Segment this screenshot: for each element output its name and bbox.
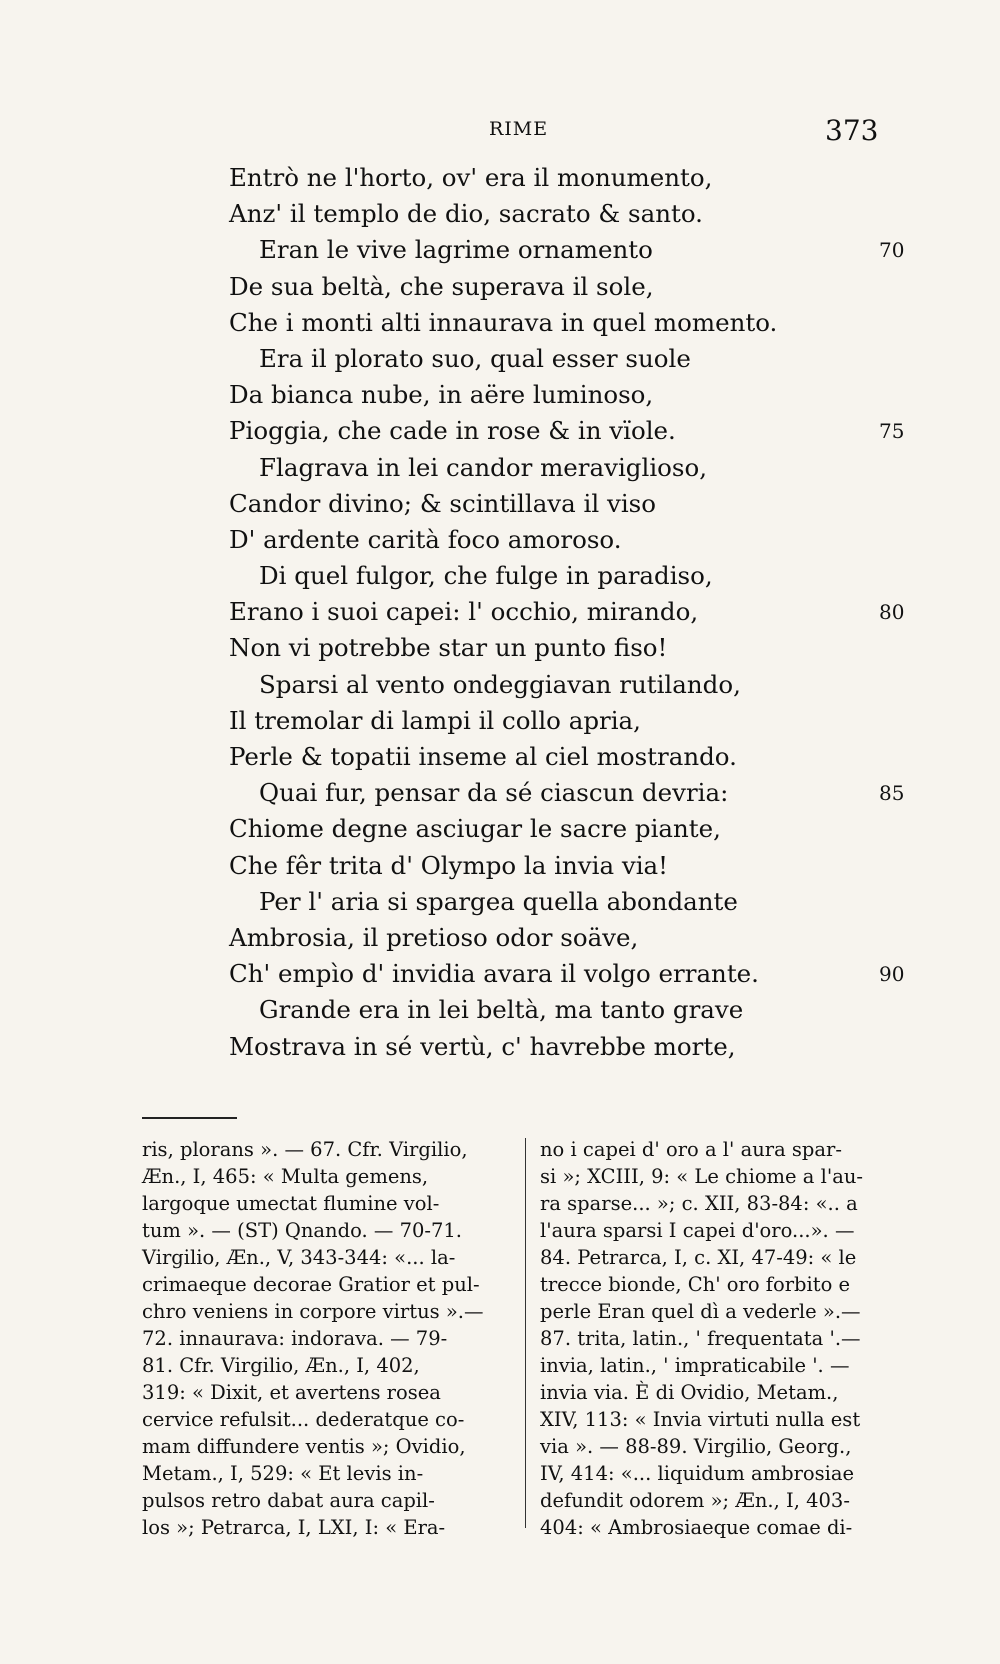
verse-text: Flagrava in lei candor meraviglioso, <box>259 452 708 482</box>
footnote-line: los »; Petrarca, I, LXI, I: « Era- <box>142 1516 446 1539</box>
verse-line <box>229 992 789 1028</box>
footnotes-right-column <box>540 1136 918 1541</box>
verse-line <box>229 269 789 305</box>
footnote-line: 81. Cfr. Virgilio, Æn., I, 402, <box>142 1354 420 1377</box>
footnote-rule <box>142 1117 237 1119</box>
running-head <box>0 114 1000 148</box>
verse-text: Il tremolar di lampi il collo apria, <box>229 705 641 735</box>
verse-text: De sua beltà, che superava il sole, <box>229 271 654 301</box>
footnote-line: via ». — 88-89. Virgilio, Georg., <box>540 1435 852 1458</box>
verse-text: Non vi potrebbe star un punto fiso! <box>229 633 668 663</box>
footnote-line: mam diffundere ventis »; Ovidio, <box>142 1435 466 1458</box>
verse-text: Eran le vive lagrime ornamento <box>259 235 653 265</box>
line-number: 70 <box>879 238 905 263</box>
footnote-line: Æn., I, 465: « Multa gemens, <box>142 1165 429 1188</box>
verse-text: Che i monti alti innaurava in quel momento. <box>229 307 778 337</box>
verse-line <box>229 920 789 956</box>
verse-line <box>229 1029 789 1065</box>
footnote-line: si »; XCIII, 9: « Le chiome a l'au- <box>540 1165 863 1188</box>
verse-text: Sparsi al vento ondeggiavan rutilando, <box>259 669 741 699</box>
verse-line <box>229 848 789 884</box>
line-number: 90 <box>879 962 905 987</box>
verse-text: Per l' aria si spargea quella abondante <box>259 886 738 916</box>
verse-line <box>229 884 789 920</box>
verse-text: Grande era in lei beltà, ma tanto grave <box>259 995 744 1025</box>
verse-line <box>229 594 905 630</box>
verse-line <box>229 486 789 522</box>
verse-text: Candor divino; & scintillava il viso <box>229 488 656 518</box>
verse-text: Di quel fulgor, che fulge in paradiso, <box>259 561 713 591</box>
footnote-line: IV, 414: «... liquidum ambrosiae <box>540 1462 855 1485</box>
footnote-line: no i capei d' oro a l' aura spar- <box>540 1138 842 1161</box>
footnote-line: 87. trita, latin., ' frequentata '.— <box>540 1327 861 1350</box>
verse-line <box>229 413 905 449</box>
verse-line <box>229 739 789 775</box>
footnote-line: 319: « Dixit, et avertens rosea <box>142 1381 441 1404</box>
verse-line <box>229 667 789 703</box>
footnote-line: perle Eran quel dì a vederle ».— <box>540 1300 861 1323</box>
verse-line <box>229 450 789 486</box>
verse-line <box>229 305 789 341</box>
footnote-line: 72. innaurava: indorava. — 79- <box>142 1327 448 1350</box>
footnotes-left-column <box>142 1136 512 1541</box>
line-number: 85 <box>879 781 905 806</box>
verse-text: Ambrosia, il pretioso odor soäve, <box>229 922 639 952</box>
verse-text: Anz' il templo de dio, sacrato & santo. <box>229 199 703 229</box>
verse-line <box>229 558 789 594</box>
footnote-line: trecce bionde, Ch' oro forbito e <box>540 1273 851 1296</box>
line-number: 75 <box>879 419 905 444</box>
running-title: RIME <box>489 118 549 140</box>
footnote-line: l'aura sparsi I capei d'oro...». — <box>540 1219 855 1242</box>
footnote-line: Virgilio, Æn., V, 343-344: «... la- <box>142 1246 456 1269</box>
verse-line <box>229 341 789 377</box>
verse-text: Chiome degne asciugar le sacre piante, <box>229 814 721 844</box>
verse-text: Entrò ne l'horto, ov' era il monumento, <box>229 163 713 192</box>
footnote-line: ris, plorans ». — 67. Cfr. Virgilio, <box>142 1138 468 1161</box>
footnote-line: Metam., I, 529: « Et levis in- <box>142 1462 424 1485</box>
footnote-line: 84. Petrarca, I, c. XI, 47-49: « le <box>540 1246 857 1269</box>
verse-text: Perle & topatii inseme al ciel mostrando. <box>229 742 737 771</box>
footnote-line: crimaeque decorae Gratior et pul- <box>142 1273 480 1296</box>
verse-line <box>229 196 789 232</box>
footnote-line: XIV, 113: « Invia virtuti nulla est <box>540 1408 861 1431</box>
verse-line <box>229 377 789 413</box>
verse-line <box>229 232 905 268</box>
footnote-line: 404: « Ambrosiaeque comae di- <box>540 1516 853 1539</box>
footnote-line: invia via. È di Ovidio, Metam., <box>540 1381 839 1404</box>
footnote-line: largoque umectat flumine vol- <box>142 1192 440 1215</box>
footnote-line: ra sparse... »; c. XII, 83-84: «.. a <box>540 1192 858 1215</box>
footnote-line: cervice refulsit... dederatque co- <box>142 1408 465 1431</box>
verse-line <box>229 630 789 666</box>
verse-text: Era il plorato suo, qual esser suole <box>259 343 691 373</box>
verse-text: Che fêr trita d' Olympo la invia via! <box>229 850 668 880</box>
footnote-line: chro veniens in corpore virtus ».— <box>142 1300 484 1323</box>
verse-line <box>229 811 789 847</box>
verse-text: Ch' empìo d' invidia avara il volgo errante. <box>229 959 759 989</box>
verse-text: Da bianca nube, in aëre luminoso, <box>229 380 654 410</box>
footnote-line: invia, latin., ' impraticabile '. — <box>540 1354 850 1377</box>
verse-text: Mostrava in sé vertù, c' havrebbe morte, <box>229 1031 736 1061</box>
verse-text: D' ardente carità foco amoroso. <box>229 524 622 554</box>
verse-line <box>229 160 789 196</box>
verse-text: Pioggia, che cade in rose & in vïole. <box>229 416 676 446</box>
footnote-line: defundit odorem »; Æn., I, 403- <box>540 1489 850 1512</box>
verse-text: Quai fur, pensar da sé ciascun devria: <box>259 778 729 808</box>
verse-line <box>229 703 789 739</box>
verse-block <box>229 160 905 1065</box>
verse-text: Erano i suoi capei: l' occhio, mirando, <box>229 597 699 627</box>
verse-line <box>229 775 905 811</box>
footnote-line: pulsos retro dabat aura capil- <box>142 1489 435 1512</box>
verse-line <box>229 956 905 992</box>
line-number: 80 <box>879 600 905 625</box>
footnote-line: tum ». — (ST) Qnando. — 70-71. <box>142 1219 463 1242</box>
footnote-column-divider <box>525 1138 526 1528</box>
verse-line <box>229 522 789 558</box>
page-number: 373 <box>825 114 879 147</box>
